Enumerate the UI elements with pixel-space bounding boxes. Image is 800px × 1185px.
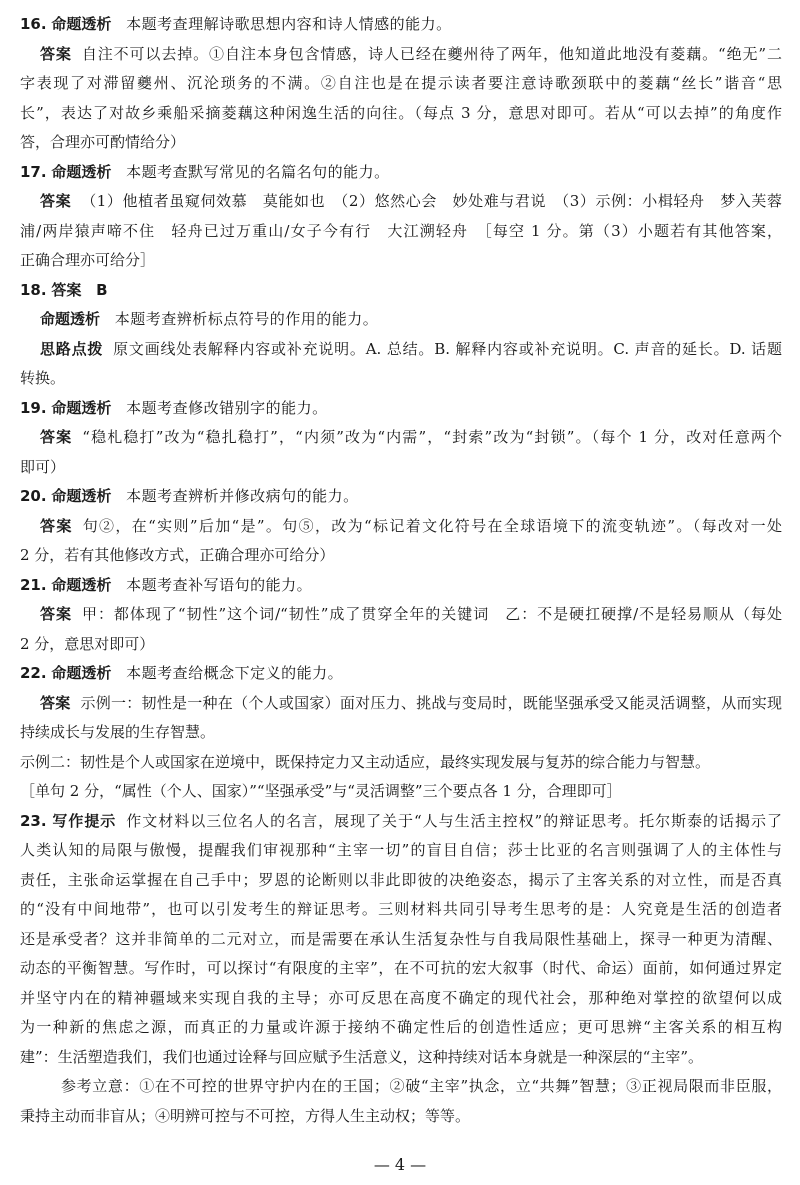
q18-hint-label: 思路点拨 — [40, 339, 104, 358]
q16-analysis-text: 本题考查理解诗歌思想内容和诗人情感的能力。 — [126, 15, 452, 33]
q21-answer-label: 答案 — [40, 605, 72, 623]
q17-answer-line — [20, 187, 782, 217]
q18-header-line — [20, 276, 782, 306]
q22-analysis-text: 本题考查给概念下定义的能力。 — [126, 664, 344, 682]
q17-number: 17. — [20, 162, 47, 181]
q21-answer-text-2: 2 分，意思对即可） — [20, 634, 155, 653]
q23-number: 23. — [20, 811, 47, 830]
q18-analysis-line — [20, 305, 782, 335]
q17-header-line — [20, 158, 782, 188]
q22-analysis-label: 命题透析 — [51, 664, 112, 682]
q16-answer-text-4: 答，合理亦可酌情给分） — [20, 133, 186, 151]
q20-answer-text-2: 2 分，若有其他修改方式，正确合理亦可给分） — [20, 546, 335, 564]
q23-header-line — [20, 807, 782, 837]
q23-text-2: 人类认知的局限与傲慢，提醒我们审视那种“主宰一切”的盲目自信；莎士比亚的名言则强调了人的主体性与 — [20, 841, 782, 859]
q22-number: 22. — [20, 664, 47, 682]
q20-number: 20. — [20, 487, 47, 505]
q16-answer-label: 答案 — [40, 44, 72, 63]
q23-text-5: 还是承受者？这并非简单的二元对立，而是需要在承认生活复杂性与自我局限性基础上，探寻一种更为清醒、 — [20, 929, 782, 948]
q17-analysis-text: 本题考查默写常见的名篇名句的能力。 — [126, 162, 390, 181]
q18-hint-text-2: 转换。 — [20, 369, 66, 387]
q21-analysis-text: 本题考查补写语句的能力。 — [126, 575, 313, 594]
q17-analysis-label: 命题透析 — [51, 162, 112, 181]
q23-reference-line-2: 秉持主动而非盲从；④明辨可控与不可控，方得人生主动权；等等。 — [20, 1106, 471, 1125]
q22-answer-line — [20, 689, 782, 719]
q21-number: 21. — [20, 575, 47, 594]
q18-answer-choice: B — [96, 280, 108, 299]
q23-text-4: 的“没有中间地带”，也可以引发考生的辩证思考。三则材料共同引导考生思考的是：人究竟是生活的创造者 — [20, 900, 782, 918]
q18-analysis-text: 本题考查辨析标点符号的作用的能力。 — [114, 310, 379, 328]
q18-hint-text-1: 原文画线处表解释内容或补充说明。A. 总结。B. 解释内容或补充说明。C. 声音的延长。D. 话题 — [113, 339, 782, 358]
q20-answer-line — [20, 512, 782, 542]
q17-answer-text-1: （1）他植者虽窥伺效慕 莫能如也 （2）悠然心会 妙处难与君说 （3）示例：小楫轻舟 梦入芙蓉 — [81, 192, 782, 210]
q20-answer-label: 答案 — [40, 516, 73, 535]
q21-answer-line — [20, 600, 782, 630]
q16-answer-text-3: 长”，表达了对故乡乘船采摘菱藕这种闲逸生活的向往。（每点 3 分，意思对即可。若从“可以去掉”的角度作 — [20, 103, 782, 122]
q18-analysis-label: 命题透析 — [40, 310, 101, 328]
q17-answer-label: 答案 — [40, 192, 72, 210]
page-number: — 4 — — [373, 1155, 427, 1174]
q20-analysis-text: 本题考查辨析并修改病句的能力。 — [126, 487, 359, 505]
q22-answer-text-3: 示例二：韧性是个人或国家在逆境中，既保持定力又主动适应，最终实现发展与复苏的综合能力与智慧。 — [20, 752, 711, 771]
q16-answer-line — [20, 40, 782, 70]
q19-number: 19. — [20, 398, 47, 417]
q18-hint-line — [20, 335, 782, 365]
q17-answer-text-2: 浦/两岸猿声啼不住 轻舟已过万重山/女子今有行 大江溯轻舟 ［每空 1 分。第（3）小题若有其他答案， — [20, 221, 782, 240]
q19-answer-text-2: 即可） — [20, 457, 66, 476]
q23-text-7: 并坚守内在的精神疆域来实现自我的主导；亦可反思在高度不确定的现代社会，那种绝对掌控的欲望何以成 — [20, 988, 782, 1007]
q16-answer-text-1: 自注不可以去掉。①自注本身包含情感，诗人已经在夔州待了两年，他知道此地没有菱藕。“绝无”二 — [81, 44, 782, 63]
q23-text-6: 动态的平衡智慧。写作时，可以探讨“有限度的主宰”，在不可抗的宏大叙事（时代、命运）面前，如何通过界定 — [20, 959, 782, 977]
q18-number: 18. — [20, 280, 47, 299]
q16-analysis-label: 命题透析 — [51, 15, 112, 33]
q22-header-line — [20, 659, 782, 689]
q23-text-9: 建”：生活塑造我们，我们也通过诠释与回应赋予生活意义，这种持续对话本身就是一种深层的“主宰”。 — [20, 1047, 704, 1066]
q19-analysis-text: 本题考查修改错别字的能力。 — [126, 398, 328, 417]
q19-analysis-label: 命题透析 — [51, 398, 112, 417]
q20-answer-text-1: 句②，在“实则”后加“是”。句⑤，改为“标记着文化符号在全球语境下的流变轨迹”。（每改对一处 — [82, 516, 782, 535]
q18-answer-label: 答案 — [51, 280, 82, 299]
q22-answer-text-4: ［单句 2 分，“属性（个人、国家）”“坚强承受”与“灵活调整”三个要点各 1 分，合理即可］ — [20, 782, 622, 800]
q19-answer-label: 答案 — [40, 428, 73, 446]
q21-analysis-label: 命题透析 — [51, 575, 112, 594]
q17-answer-text-3: 正确合理亦可给分］ — [20, 251, 156, 269]
q23-text-8: 为一种新的焦虑之源，而真正的力量或许源于接纳不确定性后的创造性适应；更可思辨“主客关系的相互构 — [20, 1018, 782, 1036]
q16-header-line — [20, 10, 782, 40]
q21-answer-text-1: 甲：都体现了“韧性”这个词/“韧性”成了贯穿全年的关键词 乙：不是硬扛硬撑/不是轻易顺从（每处 — [81, 605, 782, 623]
q22-answer-text-2: 持续成长与发展的生存智慧。 — [20, 723, 216, 741]
q20-header-line — [20, 482, 782, 512]
q19-header-line — [20, 394, 782, 424]
q21-header-line — [20, 571, 782, 601]
q23-writing-label: 写作提示 — [52, 811, 117, 830]
q23-text-1: 作文材料以三位名人的名言，展现了关于“人与生活主控权”的辩证思考。托尔斯泰的话揭示了 — [126, 811, 782, 830]
q23-text-3: 责任，主张命运掌握在自己手中；罗恩的论断则以非此即彼的决绝姿态，揭示了主客关系的对立性，而是否真 — [20, 870, 782, 889]
q22-answer-text-1: 示例一：韧性是一种在（个人或国家）面对压力、挑战与变局时，既能坚强承受又能灵活调整，从而实现 — [80, 693, 782, 712]
q19-answer-line — [20, 423, 782, 453]
q20-analysis-label: 命题透析 — [51, 487, 112, 505]
q16-number: 16. — [20, 15, 47, 33]
q19-answer-text-1: “稳札稳打”改为“稳扎稳打”，“内须”改为“内需”，“封索”改为“封锁”。（每个 1 分，改对任意两个 — [82, 428, 782, 446]
q22-answer-label: 答案 — [40, 693, 71, 712]
q23-reference-line: 参考立意：①在不可控的世界守护内在的王国；②破“主宰”执念，立“共舞”智慧；③正视局限而非臣服， — [61, 1077, 782, 1095]
q16-answer-text-2: 字表现了对滞留夔州、沉沦琐务的不满。②自注也是在提示读者要注意诗歌颈联中的菱藕“丝长”谐音“思 — [20, 74, 782, 92]
